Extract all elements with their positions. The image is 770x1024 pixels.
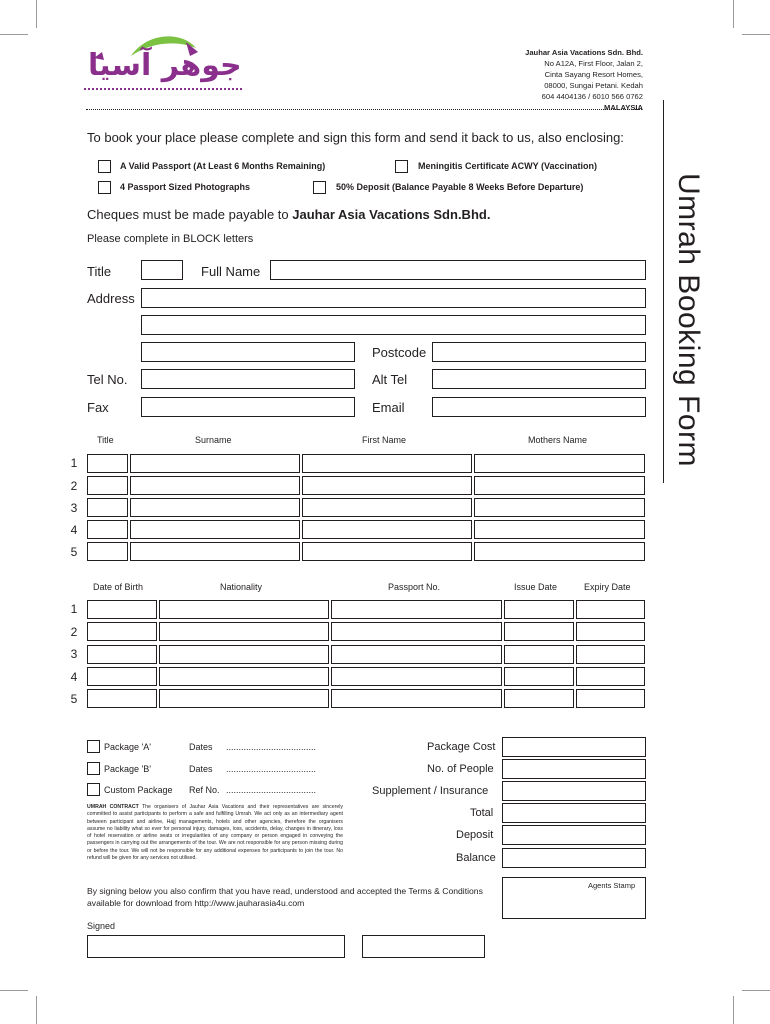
row-number: 2 <box>70 479 78 493</box>
passenger-surname-cell[interactable] <box>130 542 300 561</box>
deposit-label: 50% Deposit (Balance Payable 8 Weeks Before Departure) <box>336 182 584 192</box>
row-number: 3 <box>70 647 78 661</box>
dob-cell[interactable] <box>87 689 157 708</box>
col-header-passport-no: Passport No. <box>388 582 441 592</box>
crop-mark <box>0 34 28 35</box>
confirm-text: By signing below you also confirm that you have read, understood and accepted the Terms & Conditions available for download from http://www.jauharasia4u.com <box>87 886 483 908</box>
crop-mark <box>36 0 37 28</box>
passenger-mothers-name-cell[interactable] <box>474 454 645 473</box>
package-a-label: Package 'A' <box>104 742 151 752</box>
passenger-mothers-name-cell[interactable] <box>474 476 645 495</box>
logo-text: جوهر آسيا <box>88 48 242 83</box>
date-signed-field[interactable] <box>362 935 485 958</box>
address-line: 08000, Sungai Petani. Kedah <box>544 81 643 90</box>
expiry-date-cell[interactable] <box>576 645 645 664</box>
passport-no-cell[interactable] <box>331 645 502 664</box>
row-number: 4 <box>70 670 78 684</box>
passport-checkbox[interactable] <box>98 160 111 173</box>
full-name-label: Full Name <box>201 264 261 279</box>
dates-label: Dates <box>189 742 213 752</box>
passenger-surname-cell[interactable] <box>130 520 300 539</box>
passenger-mothers-name-cell[interactable] <box>474 520 645 539</box>
passenger-surname-cell[interactable] <box>130 476 300 495</box>
col-header-title: Title <box>97 435 114 445</box>
title-field[interactable] <box>141 260 183 280</box>
terms-heading: UMRAH CONTRACT <box>87 804 139 810</box>
passenger-title-cell[interactable] <box>87 454 128 473</box>
custom-package-label: Custom Package <box>104 785 173 795</box>
col-header-first-name: First Name <box>362 435 407 445</box>
email-label: Email <box>372 400 405 415</box>
postcode-label: Postcode <box>372 345 427 360</box>
deposit-amount-label: Deposit <box>456 829 494 841</box>
terms-body: The organisers of Jauhar Asia Vacations and their representatives are sincerely committed to assist participants to perform a safe and fulfilling Umrah. We act only as an intermediary agent between participant and airline, Hajj managements, hotels and other agencies, therefore the organisers assume no liability what so ever for personal injury, damages, loss, accidents, delay, changes in itinerary, loss of hotel reservation or airline seats or irregularities of any company or person engaged in conveying the passengers in carrying out the arrangements of the tour. We are not responsible for any person missing during or before the tour. We will not be responsible for any additional expenses for participants to join the tour. No refund will be given for any services not utilised. <box>87 804 343 862</box>
expiry-date-cell[interactable] <box>576 622 645 641</box>
address-label: Address <box>87 291 135 306</box>
agents-stamp-label: Agents Stamp <box>588 881 636 890</box>
address-line: 604 4404136 / 6010 566 0762 <box>541 92 643 101</box>
issue-date-cell[interactable] <box>504 667 574 686</box>
logo-dots <box>84 88 242 90</box>
issue-date-cell[interactable] <box>504 600 574 619</box>
col-header-nationality: Nationality <box>220 582 263 592</box>
nationality-cell[interactable] <box>159 622 329 641</box>
row-number: 5 <box>70 692 78 706</box>
address-line: Cinta Sayang Resort Homes, <box>544 70 643 79</box>
people-label: No. of People <box>427 763 494 775</box>
ref-label: Ref No. <box>189 785 220 795</box>
signed-label: Signed <box>87 921 116 931</box>
title-label: Title <box>87 264 112 279</box>
passenger-surname-cell[interactable] <box>130 498 300 517</box>
ref-dots: .................................... <box>226 785 317 795</box>
passenger-first-name-cell[interactable] <box>302 498 472 517</box>
terms-text <box>87 804 343 862</box>
tel-label: Tel No. <box>87 372 128 387</box>
row-number: 5 <box>70 545 78 559</box>
passport-no-cell[interactable] <box>331 667 502 686</box>
passport-label: A Valid Passport (At Least 6 Months Remaining) <box>120 161 326 171</box>
company-address <box>525 47 643 113</box>
issue-date-cell[interactable] <box>504 645 574 664</box>
full-name-field[interactable] <box>270 260 646 280</box>
company-name: Jauhar Asia Vacations Sdn. Bhd. <box>525 48 643 57</box>
row-number: 4 <box>70 523 78 537</box>
passenger-first-name-cell[interactable] <box>302 454 472 473</box>
dates-dots: .................................... <box>226 742 317 752</box>
address-field-2[interactable] <box>141 315 646 335</box>
signature-field[interactable] <box>87 935 345 958</box>
company-logo <box>86 28 246 98</box>
fax-field[interactable] <box>141 397 355 417</box>
tel-field[interactable] <box>141 369 355 389</box>
package-b-checkbox[interactable] <box>87 762 100 775</box>
address-field-1[interactable] <box>141 288 646 308</box>
deposit-checkbox[interactable] <box>313 181 326 194</box>
passport-no-cell[interactable] <box>331 622 502 641</box>
cheques-note <box>87 207 490 222</box>
col-header-expiry-date: Expiry Date <box>584 582 631 592</box>
fax-label: Fax <box>87 400 109 415</box>
expiry-date-cell[interactable] <box>576 689 645 708</box>
crop-mark <box>742 34 770 35</box>
meningitis-label: Meningitis Certificate ACWY (Vaccination) <box>418 161 598 171</box>
deposit-amount-field[interactable] <box>502 825 646 845</box>
col-header-dob: Date of Birth <box>93 582 144 592</box>
balance-field[interactable] <box>502 848 646 868</box>
row-number: 1 <box>70 602 78 616</box>
dob-cell[interactable] <box>87 622 157 641</box>
expiry-date-cell[interactable] <box>576 600 645 619</box>
col-header-mothers-name: Mothers Name <box>528 435 588 445</box>
dob-cell[interactable] <box>87 645 157 664</box>
dates-dots: .................................... <box>226 764 317 774</box>
issue-date-cell[interactable] <box>504 689 574 708</box>
crop-mark <box>733 996 734 1024</box>
photos-label: 4 Passport Sized Photographs <box>120 182 251 192</box>
crop-mark <box>733 0 734 28</box>
passenger-title-cell[interactable] <box>87 476 128 495</box>
package-cost-field[interactable] <box>502 737 646 757</box>
supplement-label: Supplement / Insurance <box>372 785 489 797</box>
passenger-first-name-cell[interactable] <box>302 520 472 539</box>
package-cost-label: Package Cost <box>427 741 496 753</box>
balance-label: Balance <box>456 852 496 864</box>
passenger-title-cell[interactable] <box>87 498 128 517</box>
form-title <box>668 160 708 480</box>
package-a-checkbox[interactable] <box>87 740 100 753</box>
dob-cell[interactable] <box>87 667 157 686</box>
col-header-issue-date: Issue Date <box>514 582 558 592</box>
header-divider <box>86 109 642 110</box>
supplement-field[interactable] <box>502 781 646 801</box>
postcode-field[interactable] <box>432 342 646 362</box>
cheques-prefix: Cheques must be made payable to <box>87 207 293 222</box>
title-rule <box>663 100 664 483</box>
alt-tel-label: Alt Tel <box>372 372 408 387</box>
row-number: 3 <box>70 501 78 515</box>
total-field[interactable] <box>502 803 646 823</box>
row-number: 2 <box>70 625 78 639</box>
dob-cell[interactable] <box>87 600 157 619</box>
address-line: No A12A, First Floor, Jalan 2, <box>544 59 643 68</box>
passport-no-cell[interactable] <box>331 600 502 619</box>
passenger-mothers-name-cell[interactable] <box>474 498 645 517</box>
row-number: 1 <box>70 456 78 470</box>
people-field[interactable] <box>502 759 646 779</box>
cheques-payee: Jauhar Asia Vacations Sdn.Bhd. <box>292 207 491 222</box>
photos-checkbox[interactable] <box>98 181 111 194</box>
intro-text: To book your place please complete and sign this form and send it back to us, also enclosing: <box>87 130 624 145</box>
col-header-surname: Surname <box>195 435 232 445</box>
form-title-text: Umrah Booking Form <box>672 172 705 468</box>
block-letters-note: Please complete in BLOCK letters <box>87 233 254 245</box>
meningitis-checkbox[interactable] <box>395 160 408 173</box>
passenger-first-name-cell[interactable] <box>302 476 472 495</box>
nationality-cell[interactable] <box>159 667 329 686</box>
alt-tel-field[interactable] <box>432 369 646 389</box>
custom-package-checkbox[interactable] <box>87 783 100 796</box>
crop-mark <box>742 990 770 991</box>
passenger-title-cell[interactable] <box>87 520 128 539</box>
passport-no-cell[interactable] <box>331 689 502 708</box>
package-b-label: Package 'B' <box>104 764 151 774</box>
crop-mark <box>36 996 37 1024</box>
passenger-first-name-cell[interactable] <box>302 542 472 561</box>
crop-mark <box>0 990 28 991</box>
address-country: MALAYSIA <box>604 103 643 112</box>
nationality-cell[interactable] <box>159 689 329 708</box>
total-label: Total <box>470 807 494 819</box>
email-field[interactable] <box>432 397 646 417</box>
passenger-mothers-name-cell[interactable] <box>474 542 645 561</box>
dates-label: Dates <box>189 764 213 774</box>
nationality-cell[interactable] <box>159 645 329 664</box>
address-field-3[interactable] <box>141 342 355 362</box>
expiry-date-cell[interactable] <box>576 667 645 686</box>
nationality-cell[interactable] <box>159 600 329 619</box>
passenger-title-cell[interactable] <box>87 542 128 561</box>
passenger-surname-cell[interactable] <box>130 454 300 473</box>
issue-date-cell[interactable] <box>504 622 574 641</box>
